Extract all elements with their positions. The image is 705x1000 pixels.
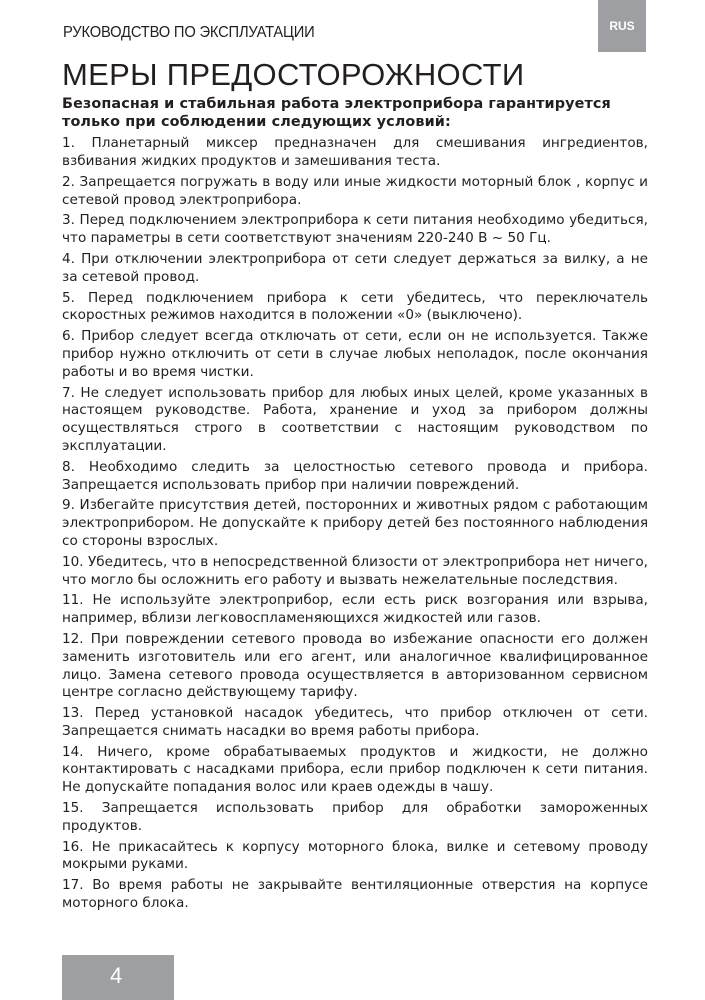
page-title: МЕРЫ ПРЕДОСТОРОЖНОСТИ <box>62 57 525 92</box>
rule-item: 1. Планетарный миксер предназначен для смешивания ингредиентов, взбивания жидких продуктов и замешивания теста. <box>62 135 648 169</box>
rule-item: 10. Убедитесь, что в непосредственной близости от электроприбора нет ничего, что могло бы осложнить его работу и вызвать нежелательные последствия. <box>62 553 648 588</box>
precautions-list <box>62 135 648 913</box>
rule-item: 3. Перед подключением электроприбора к сети питания необходимо убедиться, что параметры в сети соответствуют значениям 220-240 В ~ 50 Гц. <box>62 212 648 247</box>
language-badge: RUS <box>598 0 646 52</box>
rule-item: 15. Запрещается использовать прибор для обработки замороженных продуктов. <box>62 800 648 834</box>
rule-item: 12. При повреждении сетевого провода во избежание опасности его должен заменить изготовитель или его агент, или аналогичное квалифицированное лицо. Замена сетевого провода осуществляется в авторизованном сервисном центре согласно действующему тарифу. <box>62 630 648 701</box>
rule-item: 8. Необходимо следить за целостностью сетевого провода и прибора. Запрещается использовать прибор при наличии повреждений. <box>62 458 648 493</box>
rule-item: 11. Не используйте электроприбор, если есть риск возгорания или взрыва, например, вблизи легковоспламеняющихся жидкостей или газов. <box>62 592 648 627</box>
rule-item: 14. Ничего, кроме обрабатываемых продуктов и жидкости, не должно контактировать с насадками прибора, если прибор подключен к сети питания. Не допускайте попадания волос или краев одежды в чашу. <box>62 743 648 796</box>
rule-item: 16. Не прикасайтесь к корпусу моторного блока, вилке и сетевому проводу мокрыми руками. <box>62 838 648 873</box>
page-number: 4 <box>110 963 123 988</box>
rule-item: 13. Перед установкой насадок убедитесь, что прибор отключен от сети. Запрещается снимать насадки во время работы прибора. <box>62 705 648 739</box>
rule-item: 9. Избегайте присутствия детей, посторонних и животных рядом с работающим электроприбором. Не допускайте к прибору детей без постоянного наблюдения со стороны взрослых. <box>62 497 648 549</box>
rule-item: 2. Запрещается погружать в воду или иные жидкости моторный блок , корпус и сетевой провод электроприбора. <box>62 173 648 208</box>
rule-item: 7. Не следует использовать прибор для любых иных целей, кроме указанных в настоящем руководстве. Работа, хранение и уход за прибором должны осуществляться строго в соответствии с настоящим руководством по эксплуатации. <box>62 384 648 454</box>
rule-item: 6. Прибор следует всегда отключать от сети, если он не используется. Также прибор нужно отключить от сети в случае любых неполадок, после окончания работы и во время чистки. <box>62 328 648 380</box>
rule-item: 5. Перед подключением прибора к сети убедитесь, что переключатель скоростных режимов находится в положении «0» (выключено). <box>62 289 648 324</box>
page-number-box <box>62 955 174 1000</box>
content <box>62 96 648 916</box>
rule-item: 17. Во время работы не закрывайте вентиляционные отверстия на корпусе моторного блока. <box>62 877 648 912</box>
rule-item: 4. При отключении электроприбора от сети следует держаться за вилку, а не за сетевой провод. <box>62 250 648 285</box>
header-title: РУКОВОДСТВО ПО ЭКСПЛУАТАЦИИ <box>63 24 315 41</box>
intro-paragraph: Безопасная и стабильная работа электроприбора гарантируется только при соблюдении следующих условий: <box>62 96 611 130</box>
